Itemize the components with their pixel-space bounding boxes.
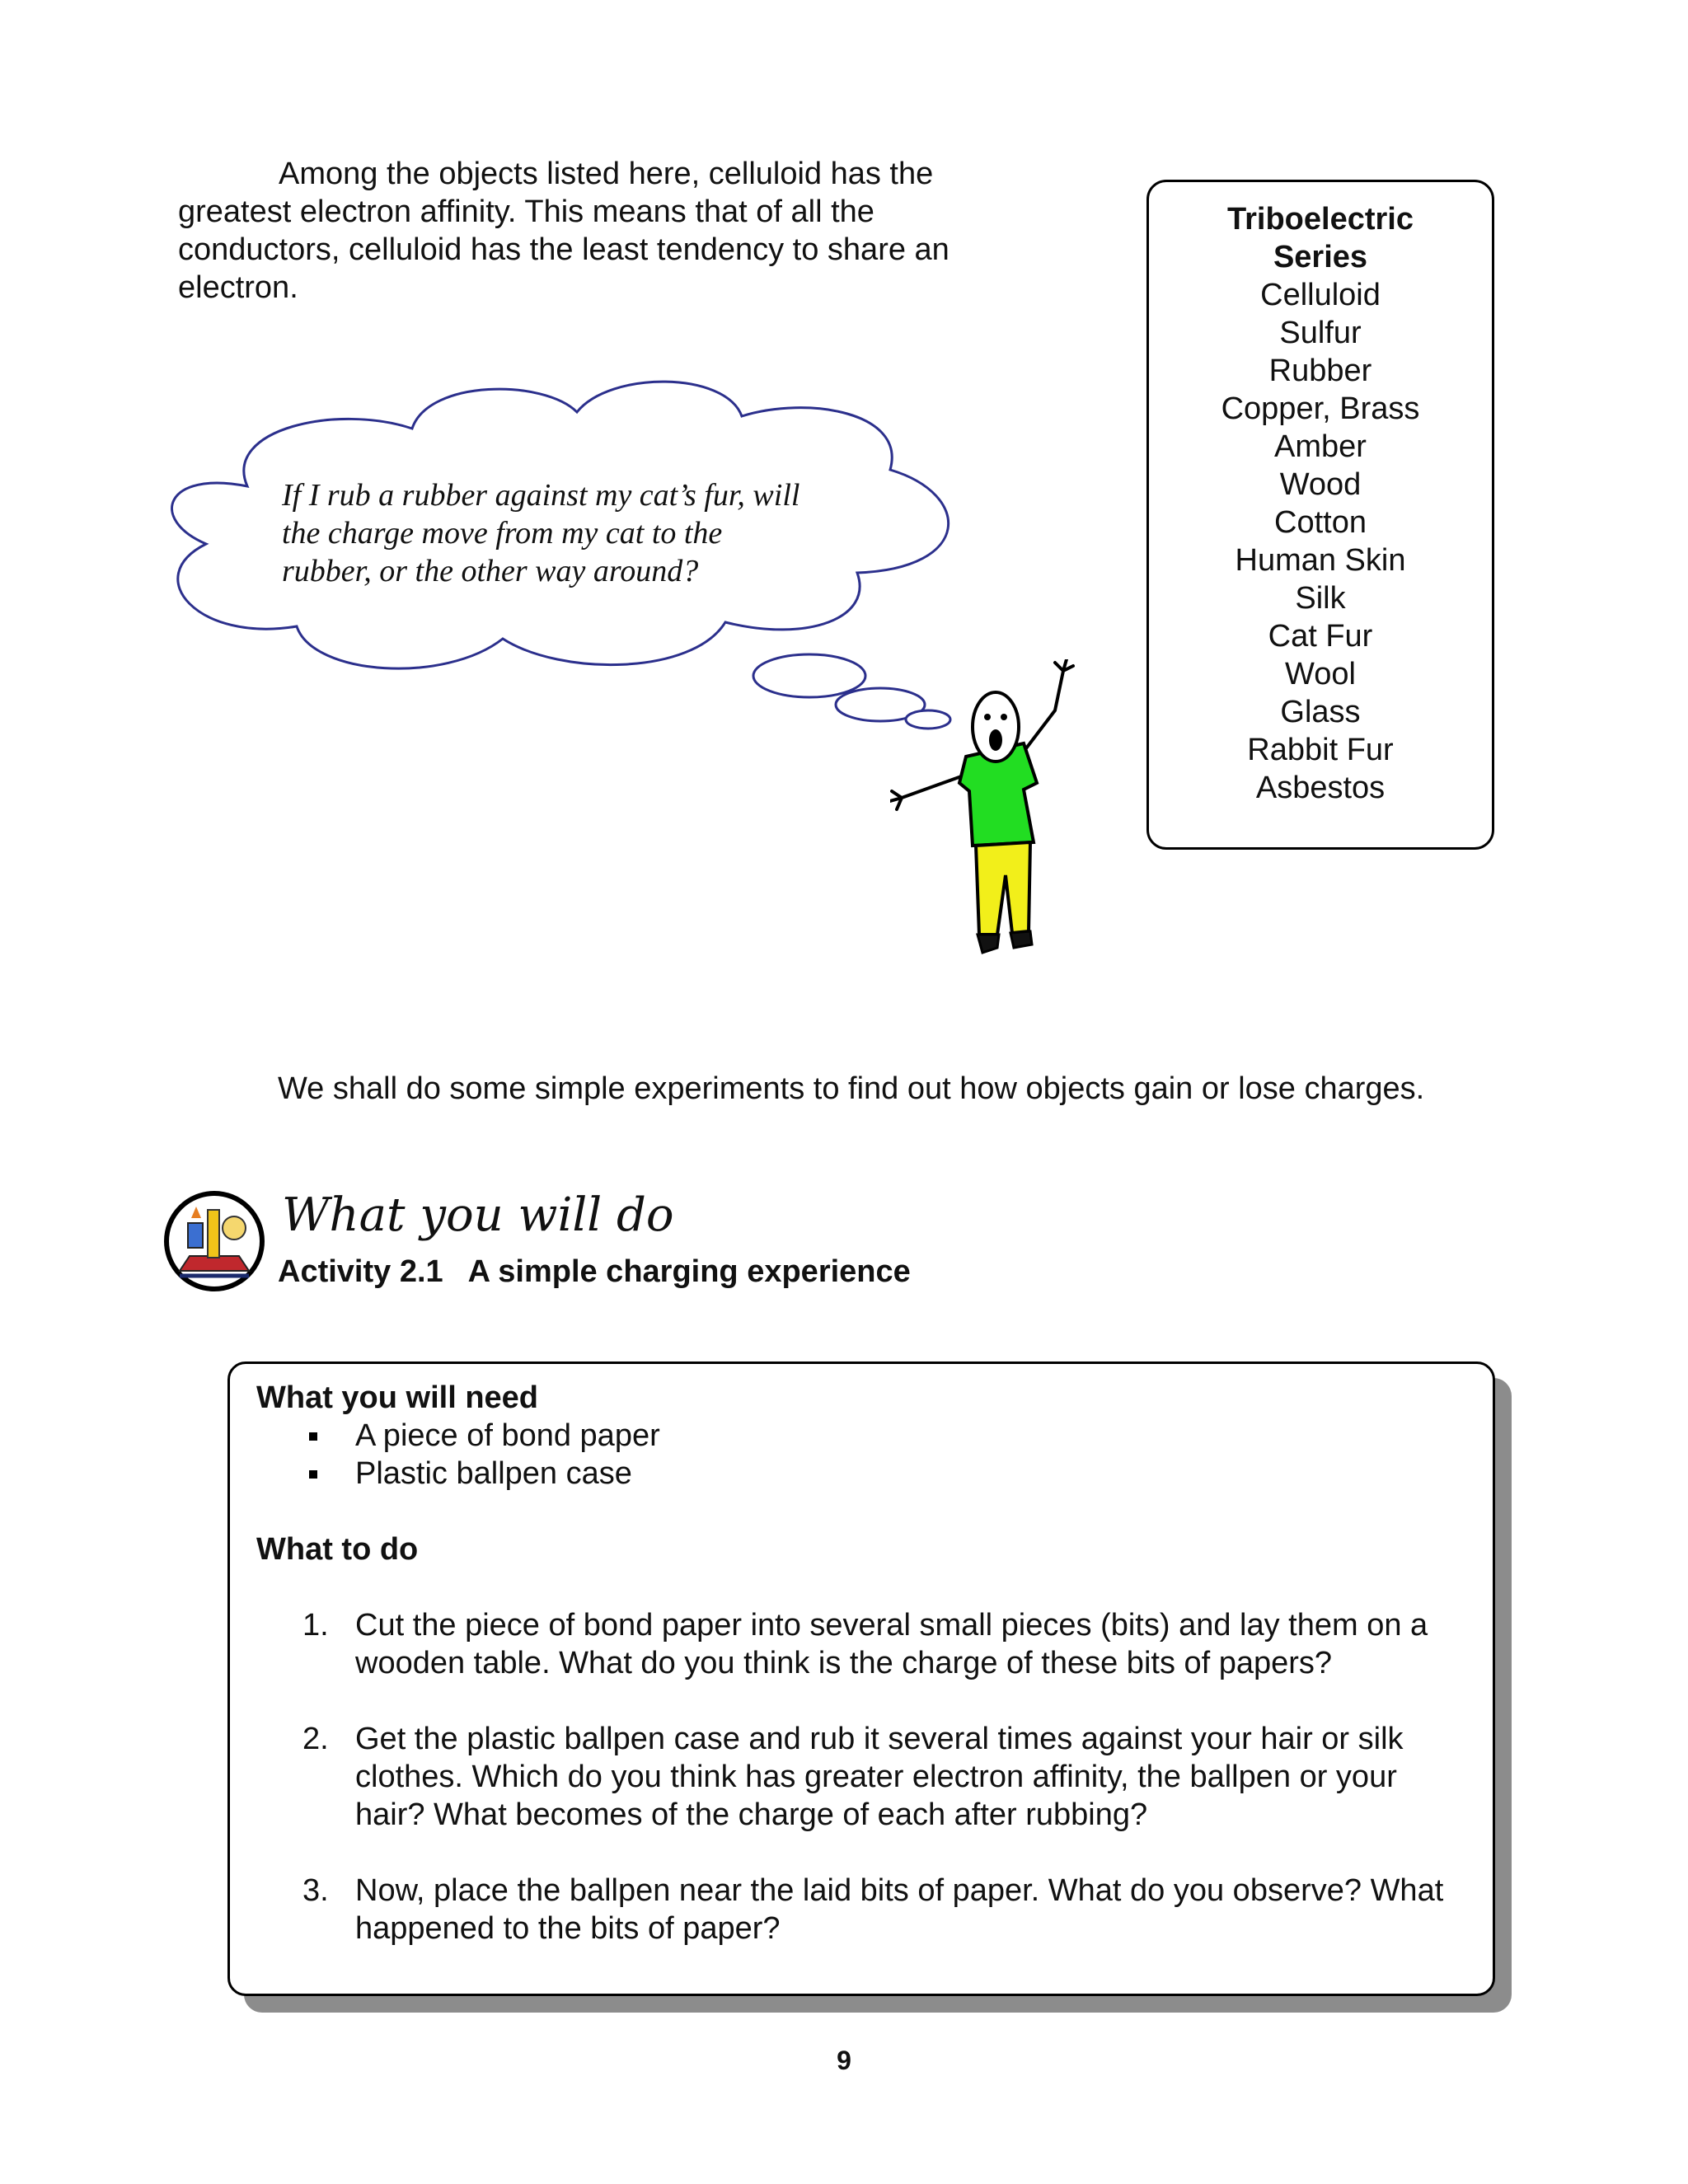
needs-item: A piece of bond paper [302, 1417, 1468, 1455]
triboelectric-item: Glass [1280, 695, 1361, 729]
activity-title: A simple charging experience [467, 1254, 911, 1289]
step-text: Get the plastic ballpen case and rub it several times against your hair or silk clothes. Which do you think has greater electron affinity, the ballpen or your hair? What becomes of the charge of each after rubbing? [355, 1722, 1404, 1832]
steps-list [256, 1606, 1468, 1947]
experiments-sentence: We shall do some simple experiments to find out how objects gain or lose charges. [278, 1071, 1425, 1106]
step-item [302, 1720, 1468, 1834]
page-number: 9 [837, 2046, 851, 2075]
step-number: 3. [302, 1873, 329, 1908]
triboelectric-item: Rabbit Fur [1247, 733, 1394, 767]
step-text: Cut the piece of bond paper into several small pieces (bits) and lay them on a wooden table. What do you think is the charge of these bits of papers? [355, 1608, 1428, 1680]
activity-box [227, 1361, 1495, 1996]
triboelectric-item: Wood [1279, 467, 1362, 502]
intro-paragraph: Among the objects listed here, celluloid has the greatest electron affinity. This means that of all the conductors, celluloid has the least tendency to share an electron. [178, 157, 950, 305]
triboelectric-item: Cat Fur [1268, 619, 1373, 654]
triboelectric-series-box [1146, 180, 1494, 850]
triboelectric-item: Wool [1285, 657, 1356, 691]
step-item [302, 1872, 1468, 1947]
triboelectric-item: Rubber [1268, 354, 1372, 388]
triboelectric-item: Asbestos [1255, 771, 1386, 805]
triboelectric-series-list [1149, 276, 1492, 807]
step-item [302, 1606, 1468, 1682]
activity-number: Activity 2.1 [278, 1254, 443, 1289]
triboelectric-series-title: Triboelectric Series [1227, 202, 1414, 274]
needs-list [256, 1417, 1468, 1493]
triboelectric-item: Sulfur [1279, 316, 1362, 350]
triboelectric-item: Silk [1295, 581, 1346, 616]
step-text: Now, place the ballpen near the laid bits of paper. What do you observe? What happened to the bits of paper? [355, 1873, 1444, 1946]
triboelectric-item: Celluloid [1260, 278, 1381, 312]
todo-heading: What to do [256, 1532, 419, 1567]
section-title: What you will do [282, 1188, 674, 1242]
step-number: 2. [302, 1722, 329, 1756]
step-number: 1. [302, 1608, 329, 1643]
thought-bubble-text: If I rub a rubber against my cat’s fur, will the charge move from my cat to the rubber, or the other way around? [282, 478, 800, 588]
science-lab-icon [163, 1190, 265, 1292]
stick-figure-illustration [890, 659, 1088, 972]
activity-heading [278, 1253, 911, 1291]
needs-item: Plastic ballpen case [302, 1455, 1468, 1493]
needs-heading: What you will need [256, 1380, 539, 1415]
triboelectric-item: Cotton [1274, 505, 1367, 540]
triboelectric-item: Human Skin [1235, 543, 1406, 578]
triboelectric-item: Amber [1274, 429, 1367, 464]
triboelectric-item: Copper, Brass [1221, 391, 1420, 426]
